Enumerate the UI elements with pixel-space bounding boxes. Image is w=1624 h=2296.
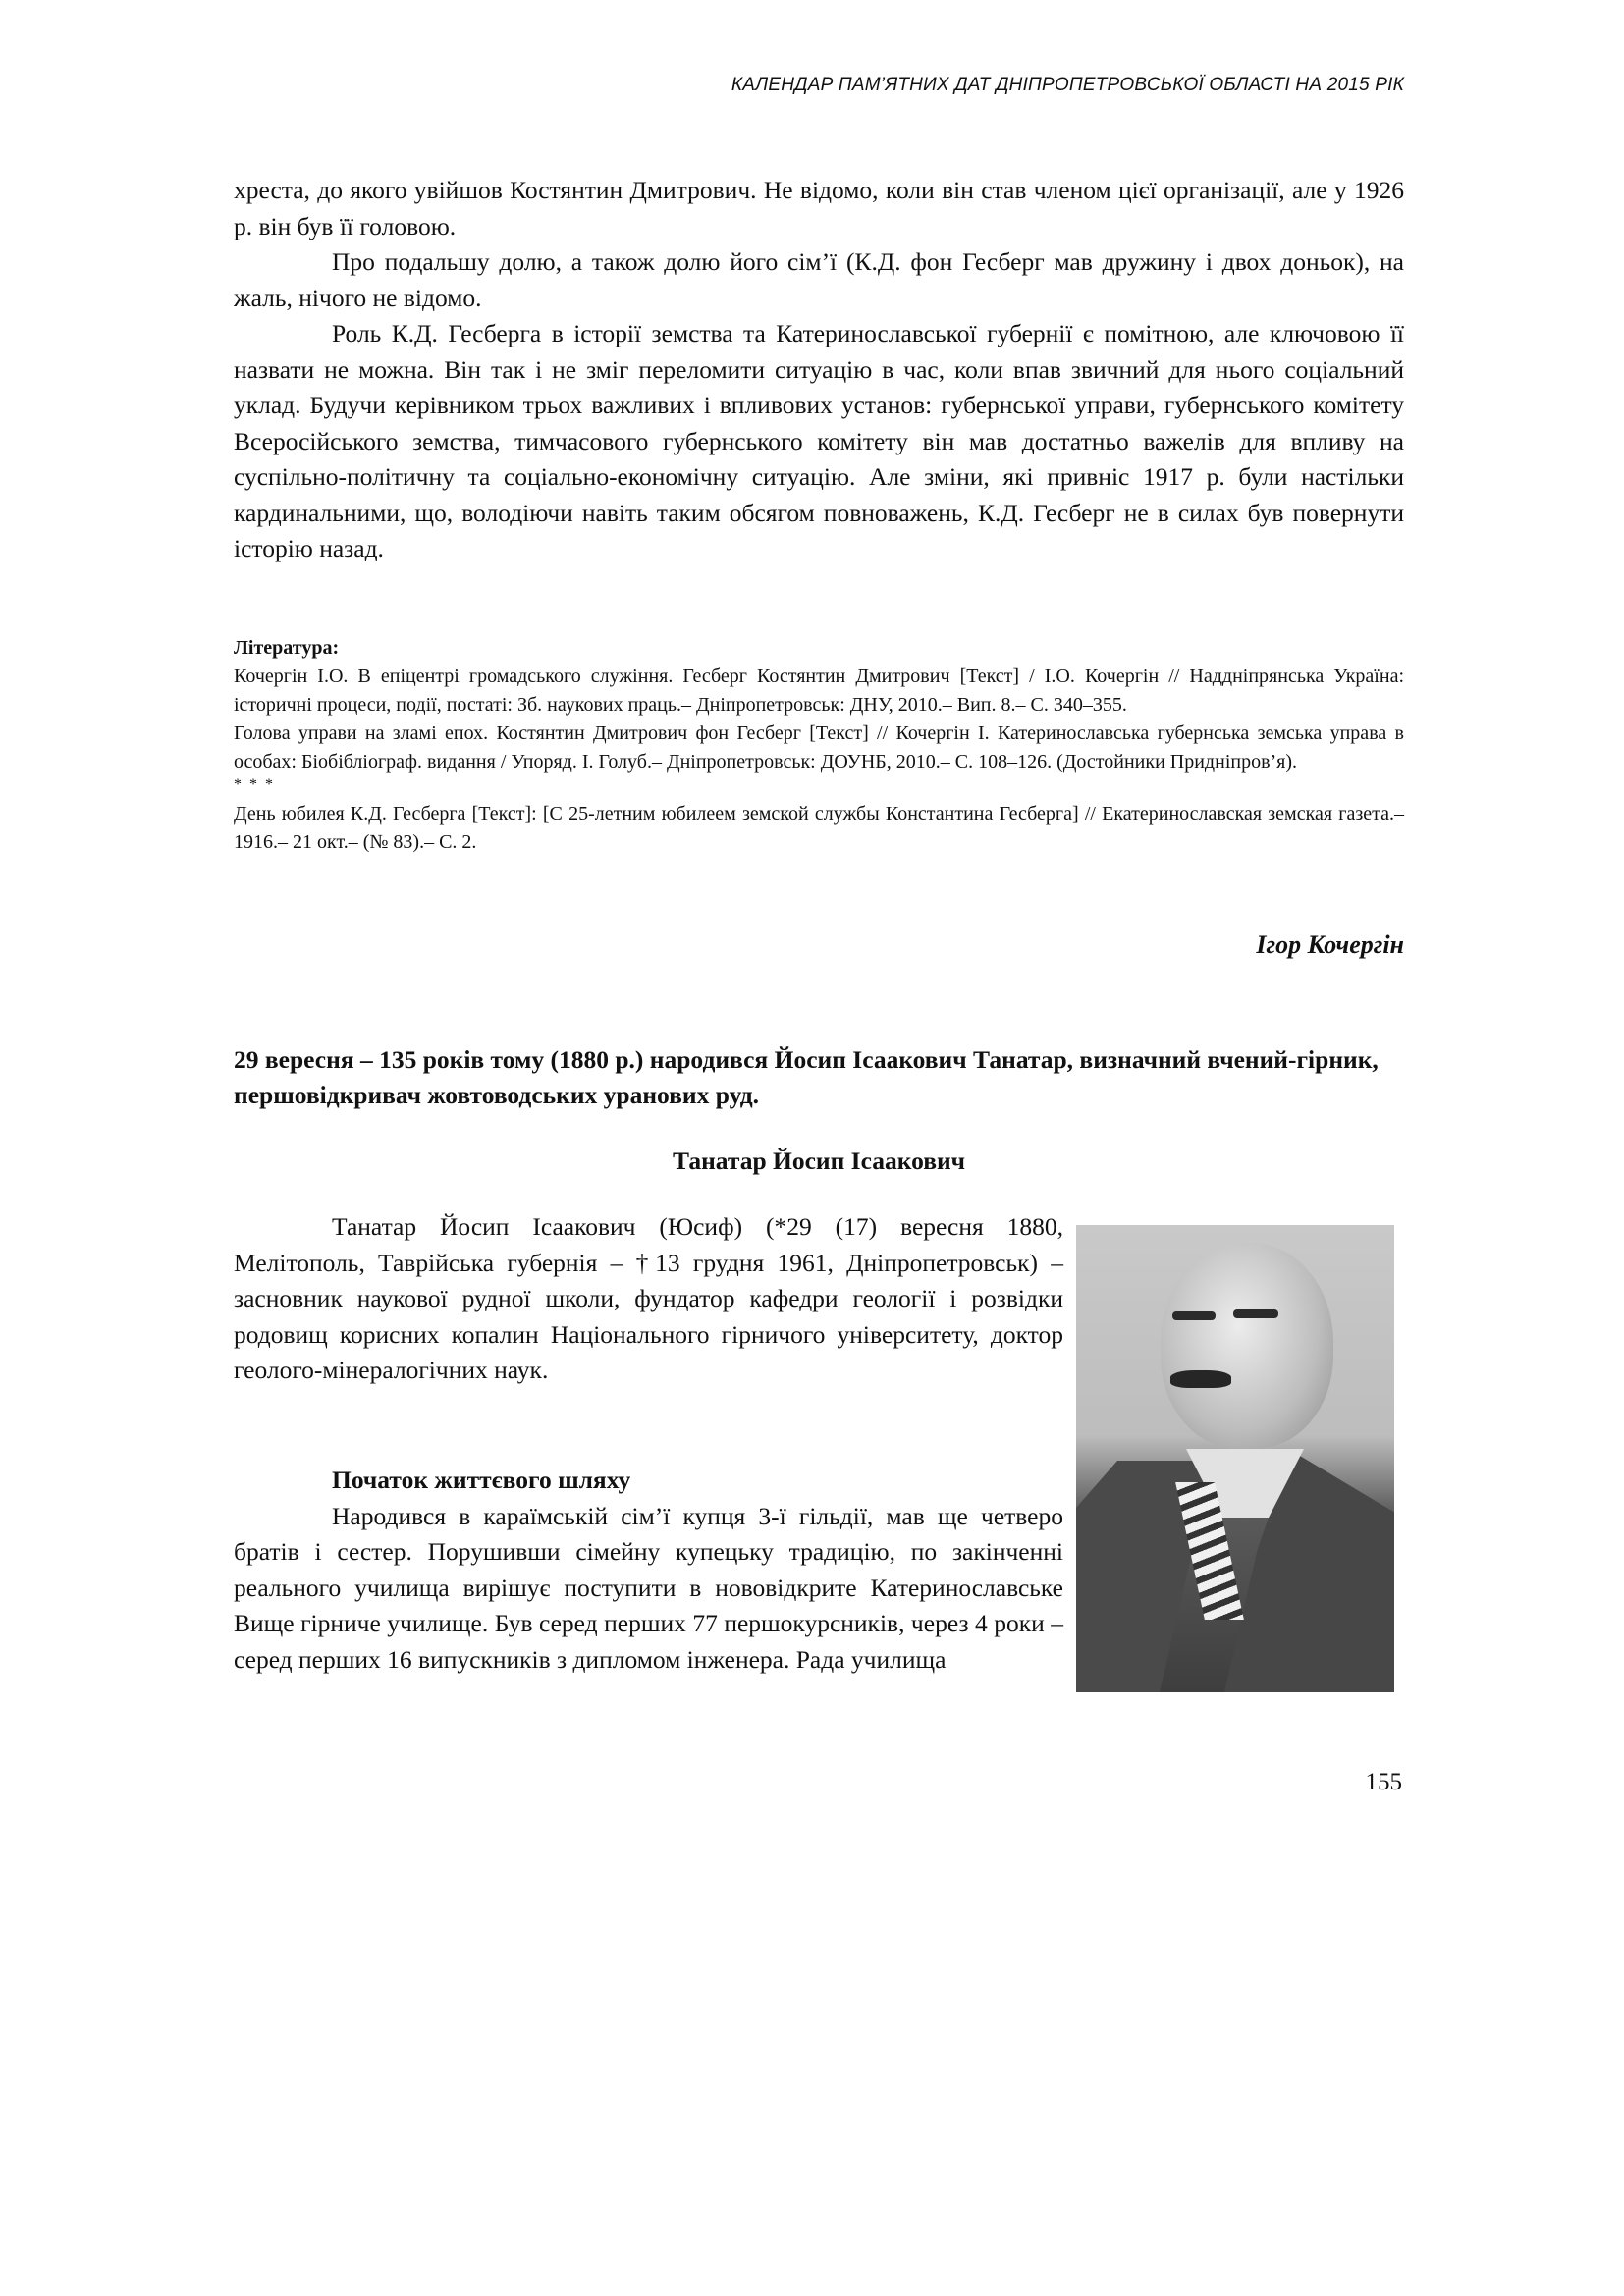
article-section <box>234 1463 1063 1678</box>
article-intro-column <box>234 1209 1063 1389</box>
previous-article-body <box>234 173 1404 567</box>
article-title: Танатар Йосип Ісаакович <box>672 1147 966 1175</box>
paragraph: хреста, до якого увійшов Костянтин Дмитрович. Не відомо, коли він став членом цієї організації, але у 1926 р. він був її головою. <box>234 176 1404 240</box>
paragraph: Про подальшу долю, а також долю його сім’ї (К.Д. фон Гесберг мав дружину і двох доньок), на жаль, нічого не відомо. <box>234 247 1404 312</box>
literature-entry: Кочергін І.О. В епіцентрі громадського служіння. Гесберг Костянтин Дмитрович [Текст] / І.О. Кочергін // Наддніпрянська Україна: історичні процеси, події, постаті: Зб. наукових праць.– Дніпропетровськ: ДНУ, 2010.– Вип. 8.– С. 340–355. <box>234 666 1404 716</box>
literature-title: Література: <box>234 637 340 659</box>
section-paragraph: Народився в караїмській сім’ї купця 3-ї гільдії, мав ще четверо братів і сестер. Порушивши сімейну купецьку традицію, по закінченні реального училища вирішує поступити в нововідкрите Катеринославське Вище гірниче училище. Був серед перших 77 першокурсників, через 4 роки – серед перших 16 випускників з дипломом інженера. Рада училища <box>234 1501 1063 1674</box>
literature-separator: * * * <box>234 776 275 793</box>
photo-mustache <box>1170 1370 1231 1388</box>
photo-brow-right <box>1233 1309 1278 1318</box>
portrait-photo <box>1076 1225 1394 1692</box>
literature-section <box>234 634 1404 857</box>
article-author: Ігор Кочергін <box>1256 931 1404 959</box>
literature-entry: День юбилея К.Д. Гесберга [Текст]: [С 25-летним юбилеем земской службы Константина Гесберга] // Екатеринославская земская газета.– 1916.– 21 окт.– (№ 83).– С. 2. <box>234 803 1404 853</box>
section-title: Початок життєвого шляху <box>332 1466 631 1494</box>
paragraph: Роль К.Д. Гесберга в історії земства та Катеринославської губернії є помітною, але ключовою її назвати не можна. Він так і не зміг переломити ситуацію в час, коли впав звичний для нього соціальний уклад. Будучи керівником трьох важливих і впливових установ: губернської управи, губернського комітету Всеросійського земства, тимчасового губернського комітету він мав достатньо важелів для впливу на суспільно-політичну та соціально-економічну ситуацію. Але зміни, які привніс 1917 р. були настільки кардинальними, що, володіючи навіть таким обсягом повноважень, К.Д. Гесберг не в силах був повернути історію назад. <box>234 319 1404 562</box>
photo-head <box>1161 1243 1333 1449</box>
literature-entry: Голова управи на зламі епох. Костянтин Дмитрович фон Гесберг [Текст] // Кочергін І. Катеринославська губернська земська управа в особах: Біобібліограф. видання / Упоряд. І. Голуб.– Дніпропетровськ: ДОУНБ, 2010.– С. 108–126. (Достойники Придніпров’я). <box>234 722 1404 773</box>
page-number: 155 <box>1365 1769 1402 1795</box>
photo-brow-left <box>1172 1311 1216 1320</box>
intro-paragraph: Танатар Йосип Ісаакович (Юсиф) (*29 (17) вересня 1880, Мелітополь, Таврійська губернія – †13 грудня 1961, Дніпропетровськ) – засновник наукової рудної школи, фундатор кафедри геології і розвідки родовищ корисних копалин Національного гірничого університету, доктор геолого-мінералогічних наук. <box>234 1212 1063 1384</box>
running-header: КАЛЕНДАР ПАМ’ЯТНИХ ДАТ ДНІПРОПЕТРОВСЬКОЇ ОБЛАСТІ НА 2015 РІК <box>731 75 1404 95</box>
date-announcement: 29 вересня – 135 років тому (1880 р.) народився Йосип Ісаакович Танатар, визначний вчений-гірник, першовідкривач жовтоводських уранових руд. <box>234 1045 1379 1109</box>
